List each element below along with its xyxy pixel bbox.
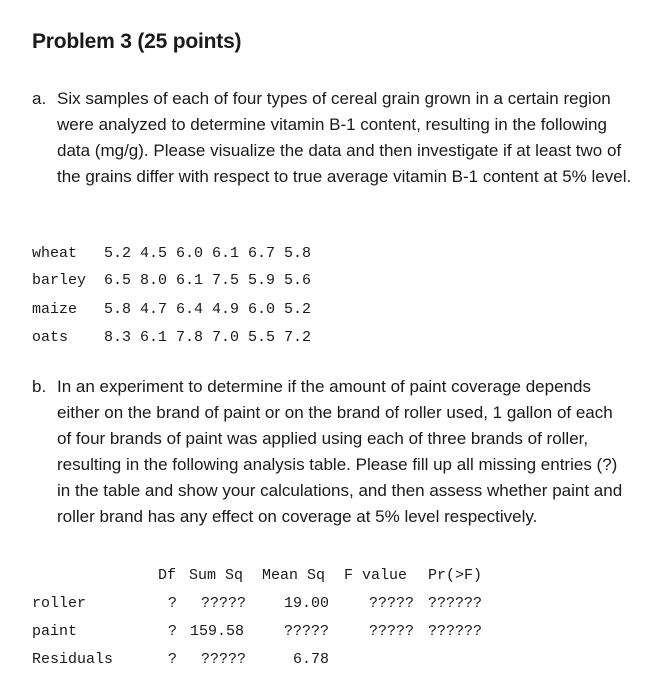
grain-values: 8.3 6.1 7.8 7.0 5.5 7.2: [104, 329, 312, 346]
anova-header-mean-sq: Mean Sq: [262, 567, 326, 584]
anova-header-sum-sq: Sum Sq: [189, 567, 244, 584]
grain-name: maize: [32, 301, 78, 318]
anova-header-df: Df: [158, 567, 177, 584]
part-b-marker: b.: [32, 377, 47, 396]
part-b-line: of four brands of paint was applied using each of three brands of roller,: [57, 429, 589, 448]
anova-cell-df: ?: [168, 595, 178, 612]
grain-row-barley: [32, 272, 312, 292]
part-b-paragraph: [32, 374, 652, 530]
anova-header-f-value: F value: [344, 567, 408, 584]
part-b-line: In an experiment to determine if the amount of paint coverage depends: [57, 377, 591, 396]
anova-cell-pr-f: ??????: [428, 623, 483, 640]
anova-row-label: paint: [32, 623, 78, 640]
part-a-paragraph: [32, 86, 652, 190]
part-b-line: roller brand has any effect on coverage at 5% level respectively.: [57, 507, 538, 526]
anova-row-label: Residuals: [32, 651, 114, 668]
grain-values: 5.2 4.5 6.0 6.1 6.7 5.8: [104, 245, 312, 262]
grain-row-maize: [32, 301, 312, 321]
anova-cell-f-value: ?????: [369, 595, 415, 612]
anova-cell-sum-sq: 159.58: [190, 623, 245, 640]
anova-cell-sum-sq: ?????: [201, 595, 247, 612]
anova-cell-mean-sq: 19.00: [284, 595, 330, 612]
grain-row-wheat: [32, 245, 312, 265]
grain-values: 5.8 4.7 6.4 4.9 6.0 5.2: [104, 301, 312, 318]
anova-cell-f-value: ?????: [369, 623, 415, 640]
grain-values: 6.5 8.0 6.1 7.5 5.9 5.6: [104, 272, 312, 289]
part-b-line: in the table and show your calculations, and then assess whether paint and: [57, 481, 623, 500]
part-a-line: the grains differ with respect to true average vitamin B-1 content at 5% level.: [57, 167, 632, 186]
part-b-line: resulting in the following analysis table. Please fill up all missing entries (?): [57, 455, 618, 474]
anova-cell-mean-sq: 6.78: [293, 651, 330, 668]
anova-cell-pr-f: ??????: [428, 595, 483, 612]
grain-name: wheat: [32, 245, 78, 262]
anova-cell-df: ?: [168, 651, 178, 668]
grain-name: oats: [32, 329, 69, 346]
grain-row-oats: [32, 329, 312, 349]
part-a-marker: a.: [32, 89, 47, 108]
grain-name: barley: [32, 272, 87, 289]
part-a-line: were analyzed to determine vitamin B-1 content, resulting in the following: [57, 115, 607, 134]
part-b-line: either on the brand of paint or on the brand of roller used, 1 gallon of each: [57, 403, 613, 422]
problem-title: Problem 3 (25 points): [32, 30, 242, 53]
anova-cell-mean-sq: ?????: [284, 623, 330, 640]
part-a-line: Six samples of each of four types of cereal grain grown in a certain region: [57, 89, 611, 108]
anova-cell-df: ?: [168, 623, 178, 640]
part-a-line: data (mg/g). Please visualize the data and then investigate if at least two of: [57, 141, 622, 160]
anova-header-pr-f: Pr(>F): [428, 567, 483, 584]
anova-row-label: roller: [32, 595, 87, 612]
anova-cell-sum-sq: ?????: [201, 651, 247, 668]
